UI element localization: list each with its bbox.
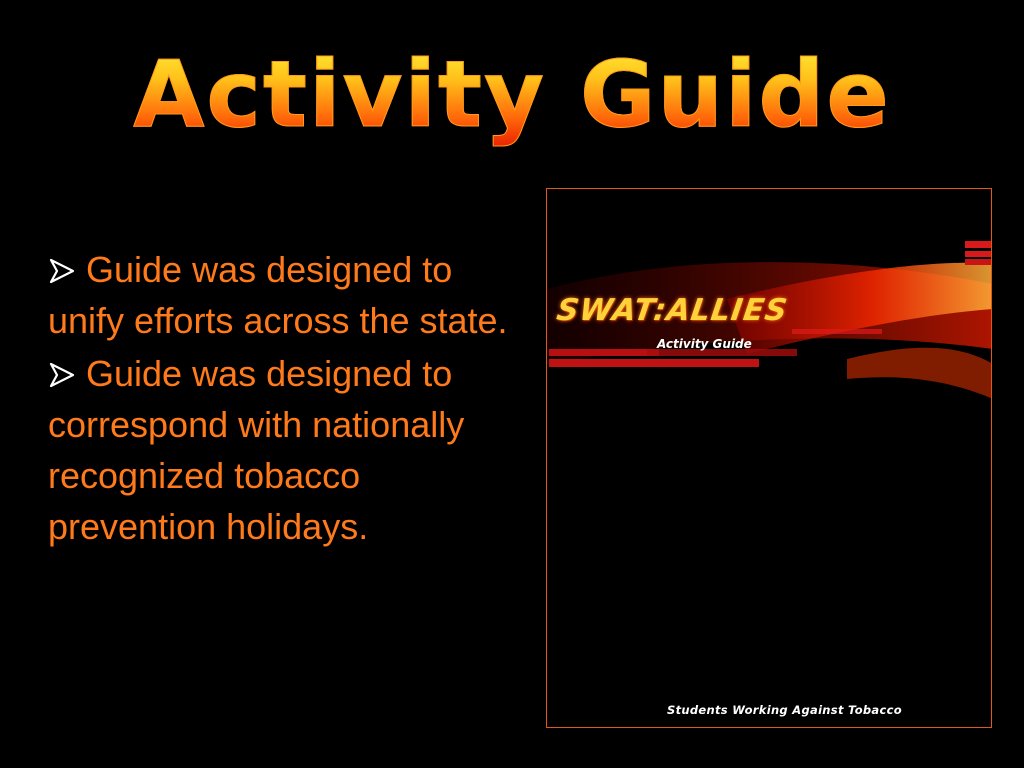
activity-guide-cover-image xyxy=(546,188,992,728)
cover-subtitle: Activity Guide xyxy=(657,337,752,351)
arrow-right-icon xyxy=(48,258,76,284)
bullet-text: Guide was designed to unify efforts across the state. xyxy=(48,249,508,341)
bullet-item xyxy=(48,348,518,552)
cover-tagline: Students Working Against Tobacco xyxy=(667,703,902,717)
bullet-text: Guide was designed to correspond with nationally recognized tobacco prevention holidays. xyxy=(48,353,465,547)
cover-brand-title: SWAT:ALLIES xyxy=(554,293,790,328)
slide-title: Activity Guide xyxy=(0,40,1024,150)
bullet-list xyxy=(48,244,518,554)
cover-swoosh-graphic xyxy=(547,189,992,728)
bullet-item xyxy=(48,244,518,346)
arrow-right-icon xyxy=(48,362,76,388)
